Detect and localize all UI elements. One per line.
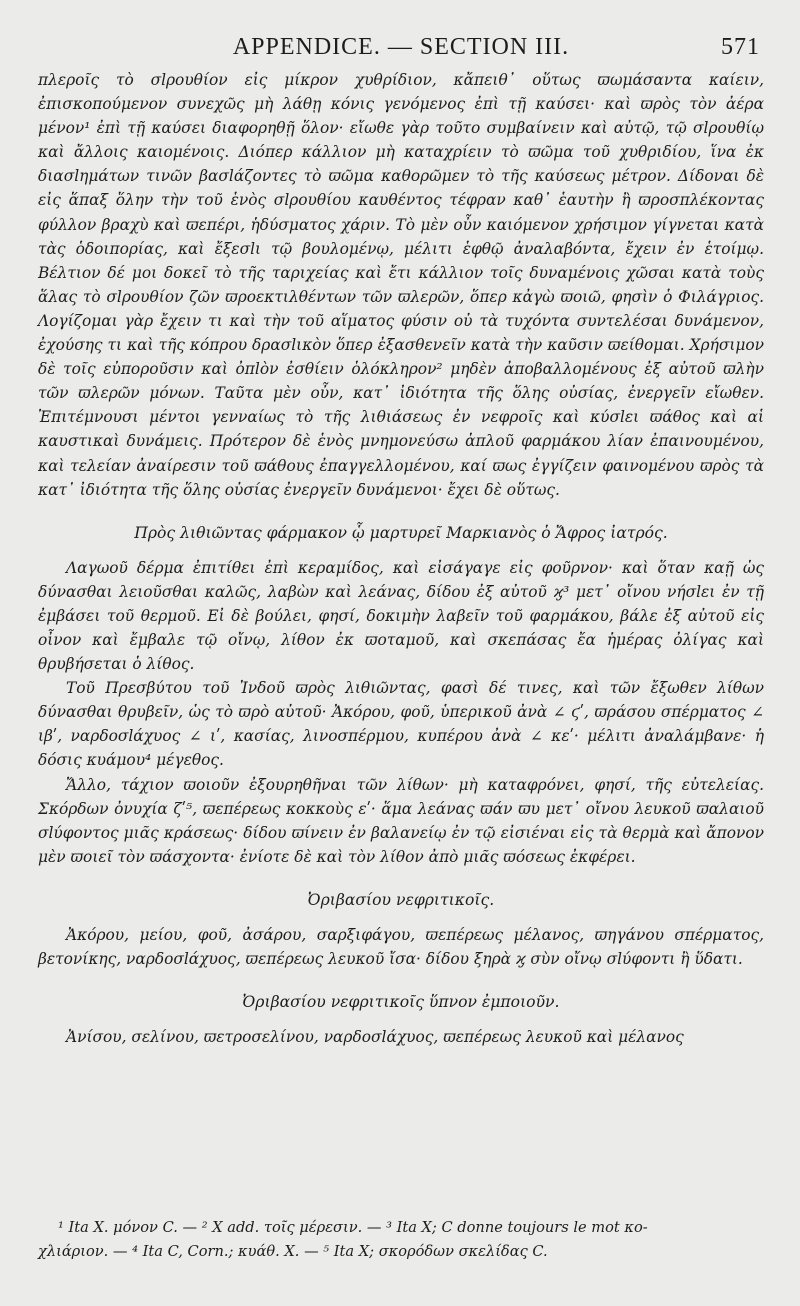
paragraph-lagoou: Λαγωοῦ δέρμα ἐπιτίθει ἐπὶ κεραμίδος, καὶ εἰσάγαγε εἰς φοῦρνον· καὶ ὅταν καῇ ὡς δύνασθαι λειοῦσθαι καλῶς, λαβὼν καὶ λεάνας, δίδου ἐξ αὐτοῦ ϗ³ μετ᾽ οἴνου νήσlει ἐν τῇ ἐμβάσει τοῦ θερμοῦ. Εἰ δὲ βούλει, φησί, δοκιμὴν λαβεῖν τοῦ φαρμάκου, βάλε ἐξ αὐτοῦ εἰς οἶνον καὶ ἔμβαλε τῷ οἴνῳ, λίθον ἐκ ϖοταμοῦ, καὶ σκεπάσας ἔα ἡμέρας ὀλίγας καὶ θρυβήσεται ὁ λίθος. bbox=[38, 558, 764, 674]
running-header bbox=[38, 34, 764, 64]
section-title: APPENDICE. — SECTION III. bbox=[232, 34, 570, 60]
footnote-line-1: ¹ Ita X. μόνον C. — ² X add. τοῖς μέρεσιν. — ³ Ita X; C donne toujours le mot κο- bbox=[58, 1219, 648, 1236]
heading-oribasius-nephritic: Ὀριβασίου νεφριτικοῖς. bbox=[307, 890, 495, 909]
heading-marcianus: Πρὸς λιθιῶντας φάρμακον ᾧ μαρτυρεῖ Μαρκιανὸς ὁ Ἄφρος ἰατρός. bbox=[134, 523, 668, 542]
footnotes bbox=[38, 1216, 764, 1264]
intro-paragraph: πλεροῖς τὸ σlρουθίον εἰς μίκρον χυθρίδιον, κἄπειθ᾽ οὕτως ϖωμάσαντα καίειν, ἐπισκοπούμενον συνεχῶς μὴ λάθῃ κόνις γενόμενος ἐπὶ τῇ καύσει· καὶ ϖρὸς τὸν ἀέρα μένον¹ ἐπὶ τῇ καύσει διαφορηθῇ ὅλον· εἴωθε γὰρ τοῦτο συμβαίνειν καὶ αὐτῷ, τῷ σlρουθίῳ καὶ ἄλλοις καιομένοις. Διόπερ κάλλιον μὴ καταχρίειν τὸ ϖῶμα τοῦ χυθριδίου, ἵνα ἐκ διασlημάτων τινῶν βασlάζοντες τὸ ϖῶμα καθορῶμεν τὸ τῆς καύσεως μέτρον. Δίδοναι δὲ εἰς ἅπαξ ὅλην τὴν τοῦ ἑνὸς σlρουθίου καυθέντος τέφραν καθ᾽ ἑαυτὴν ἢ ϖροσπλέκοντας φύλλον βραχὺ καὶ ϖεπέρι, ἡδύσματος χάριν. Τὸ μὲν οὖν καιόμενον χρήσιμον γίγνεται κατὰ τὰς ὁδοιπορίας, καὶ ἔξεσlι τῷ βουλομένῳ, μέλιτι ἑφθῷ ἀναλαβόντα, ἔχειν ἐν ἑτοίμῳ. Βέλτιον δέ μοι δοκεῖ τὸ τῆς ταριχείας καὶ ἔτι κάλλιον τοῖς δυναμένοις χῶσαι κατὰ τοὺς ἅλας τὸ σlρουθίον ζῶν ϖροεκτιλθέντων τῶν ϖλερῶν, ὅπερ κἀγὼ ϖοιῶ, φησὶν ὁ Φιλάγριος. Λογίζομαι γὰρ ἔχειν τι καὶ τὴν τοῦ αἵματος φύσιν οὐ τὰ τυχόντα συντελέσαι δυνάμενον, ἐχούσης τι καὶ τῆς κόπρου δρασlικὸν ὅπερ ἐξασθενεῖν κατὰ τὴν καῦσιν ϖείθομαι. Χρήσιμον δὲ τοῖς εὐποροῦσιν καὶ ὀπlὸν ἐσθίειν ὁλόκληρον² μηδὲν ἀποβαλλομένους ἐξ αὐτοῦ ϖλὴν τῶν ϖλερῶν μόνων. Ταῦτα μὲν οὖν, κατ᾽ ἰδιότητα τῆς ὅλης οὐσίας, ἐνεργεῖν εἴωθεν. Ἐπιτέμνουσι μέντοι γενναίως τὸ τῆς λιθιάσεως ἐν νεφροῖς καὶ κύσlει ϖάθος καὶ αἱ καυστικαὶ δυνάμεις. Πρότερον δὲ ἑνὸς μνημονεύσω ἁπλοῦ φαρμάκου λίαν ἐπαινουμένου, καὶ τελείαν ἀναίρεσιν τοῦ ϖάθους ἐπαγγελλομένου, καί ϖως ἐγγίζειν φαινομένου ϖρὸς τὰ κατ᾽ ἰδιότητα τῆς ὅλης οὐσίας ἐνεργεῖν δυνάμενοι· ἔχει δὲ οὕτως. bbox=[38, 71, 764, 499]
footnote-line-2: χλιάριον. — ⁴ Ita C, Corn.; κυάθ. X. — ⁵ Ita X; σκορόδων σκελίδας C. bbox=[38, 1243, 548, 1260]
paragraph-anisou: Ἀνίσου, σελίνου, ϖετροσελίνου, ναρδοσlάχυος, ϖεπέρεως λευκοῦ καὶ μέλανος bbox=[66, 1028, 684, 1047]
heading-oribasius-sleep: Ὀριβασίου νεφριτικοῖς ὕπνον ἐμποιοῦν. bbox=[242, 993, 560, 1012]
paragraph-akorou: Ἀκόρου, μείου, φοῦ, ἀσάρου, σαρξιφάγου, ϖεπέρεως μέλανος, ϖηγάνου σπέρματος, βετονίκης, ναρδοσlάχυος, ϖεπέρεως λευκοῦ ἴσα· δίδου ξηρὰ ϗ σὺν οἴνῳ σlύφοντι ἢ ὕδατι. bbox=[38, 925, 764, 968]
paragraph-presbytou: Τοῦ Πρεσβύτου τοῦ Ἰνδοῦ ϖρὸς λιθιῶντας, φασὶ δέ τινες, καὶ τῶν ἔξωθεν λίθων δύνασθαι θρυβεῖν, ὡς τὸ ϖρὸ αὐτοῦ· Ἀκόρου, φοῦ, ὑπερικοῦ ἀνὰ ∠ ϛʹ, ϖράσου σπέρματος ∠ ιβʹ, ναρδοσlάχυος ∠ ιʹ, κασίας, λινοσπέρμου, κυπέρου ἀνὰ ∠ κεʹ· μέλιτι ἀναλάμβανε· ἡ δόσις κυάμου⁴ μέγεθος. bbox=[38, 679, 764, 770]
main-text bbox=[38, 68, 764, 1049]
page-number: 571 bbox=[721, 34, 760, 60]
paragraph-allo: Ἄλλο, τάχιον ϖοιοῦν ἐξουρηθῆναι τῶν λίθων· μὴ καταφρόνει, φησί, τῆς εὐτελείας. Σκόρδων ὀνυχία ζʹ⁵, ϖεπέρεως κοκκοὺς εʹ· ἅμα λεάνας ϖάν ϖυ μετ᾽ οἴνου λευκοῦ ϖαλαιοῦ σlύφοντος μιᾶς κράσεως· δίδου ϖίνειν ἐν βαλανείῳ ἐν τῷ εἰσιέναι εἰς τὰ θερμὰ καὶ ἄπονον μὲν ϖοιεῖ τὸν ϖάσχοντα· ἐνίοτε δὲ καὶ τὸν λίθον ἀπὸ μιᾶς ϖόσεως ἐκφέρει. bbox=[38, 775, 764, 866]
